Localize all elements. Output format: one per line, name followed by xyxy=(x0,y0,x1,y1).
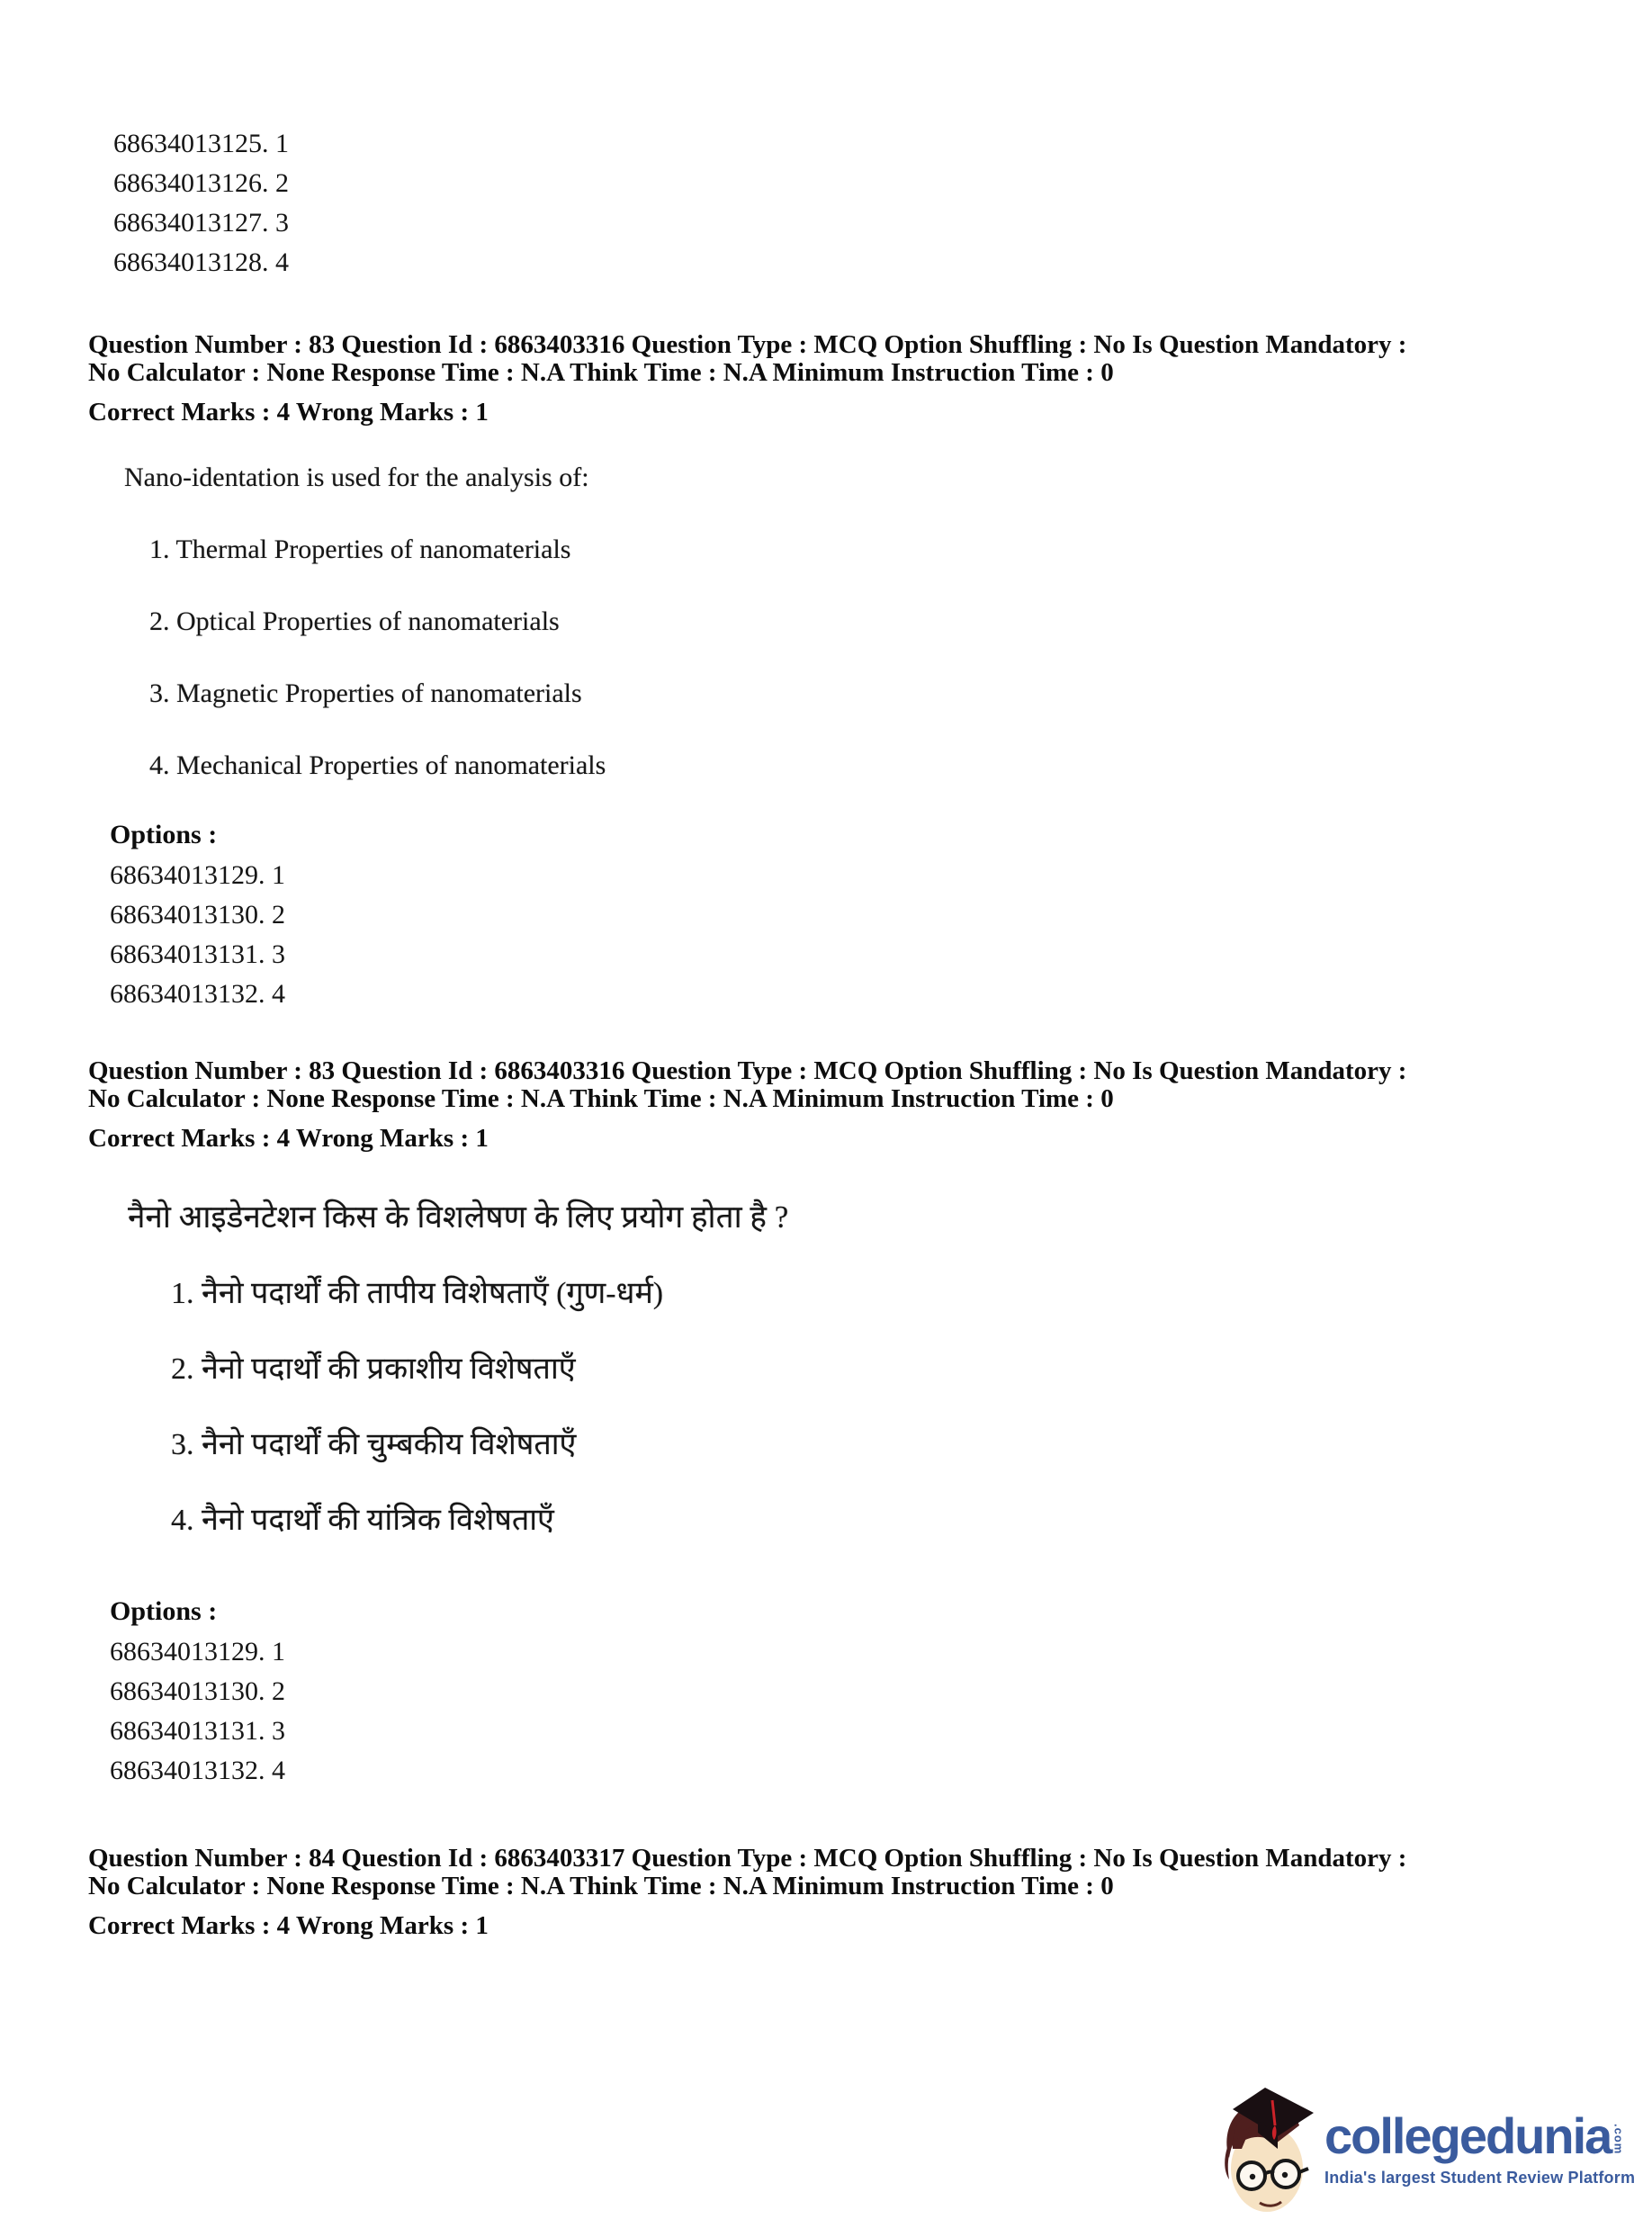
option-id-line: 68634013127. 3 xyxy=(113,208,289,238)
question-option: 2. नैनो पदार्थों की प्रकाशीय विशेषताएँ xyxy=(171,1352,576,1386)
question-marks-line: Correct Marks : 4 Wrong Marks : 1 xyxy=(88,1124,489,1153)
option-id-line: 68634013130. 2 xyxy=(110,1676,285,1706)
option-id-line: 68634013129. 1 xyxy=(110,1637,285,1667)
option-id-line: 68634013131. 3 xyxy=(110,939,285,969)
question-option: 4. नैनो पदार्थों की यांत्रिक विशेषताएँ xyxy=(171,1504,554,1537)
question-option: 2. Optical Properties of nanomaterials xyxy=(149,606,560,636)
collegedunia-mascot-icon xyxy=(1222,2086,1315,2225)
previous-question-option-ids xyxy=(113,124,1598,283)
question-83-en-metadata xyxy=(88,331,1600,427)
option-id-line: 68634013126. 2 xyxy=(113,168,289,198)
options-label: Options : xyxy=(110,1596,218,1626)
question-option: 1. नैनो पदार्थों की तापीय विशेषताएँ (गुण-धर्म) xyxy=(171,1277,664,1310)
collegedunia-tagline: India's largest Student Review Platform xyxy=(1324,2169,1636,2187)
question-83-hi-body xyxy=(88,1198,1598,1540)
option-id-line: 68634013132. 4 xyxy=(110,1756,285,1785)
collegedunia-logo-text xyxy=(1324,2107,1636,2188)
question-marks-line: Correct Marks : 4 Wrong Marks : 1 xyxy=(88,398,489,427)
question-text: Nano-identation is used for the analysis of: xyxy=(124,463,589,492)
collegedunia-tld-text: .com xyxy=(1612,2124,1626,2155)
option-id-line: 68634013129. 1 xyxy=(110,860,285,890)
question-83-hi-option-ids xyxy=(110,1597,1598,1791)
question-meta-line-2: No Calculator : None Response Time : N.A Think Time : N.A Minimum Instruction Time : 0 xyxy=(88,358,1114,387)
question-marks-line: Correct Marks : 4 Wrong Marks : 1 xyxy=(88,1911,489,1940)
question-meta-line-1: Question Number : 83 Question Id : 6863403316 Question Type : MCQ Option Shuffling : No Is Question Mandatory : xyxy=(88,1056,1407,1085)
option-id-line: 68634013132. 4 xyxy=(110,979,285,1009)
option-id-line: 68634013125. 1 xyxy=(113,129,289,158)
options-label: Options : xyxy=(110,820,218,849)
question-option: 3. Magnetic Properties of nanomaterials xyxy=(149,678,582,708)
collegedunia-brand-text: collegedunia xyxy=(1324,2107,1612,2164)
question-83-en-option-ids xyxy=(110,821,1598,1014)
question-option: 3. नैनो पदार्थों की चुम्बकीय विशेषताएँ xyxy=(171,1428,577,1461)
option-id-line: 68634013128. 4 xyxy=(113,247,289,277)
option-id-line: 68634013131. 3 xyxy=(110,1716,285,1746)
question-meta-line-1: Question Number : 84 Question Id : 6863403317 Question Type : MCQ Option Shuffling : No Is Question Mandatory : xyxy=(88,1844,1407,1873)
question-meta-line-2: No Calculator : None Response Time : N.A Think Time : N.A Minimum Instruction Time : 0 xyxy=(88,1084,1114,1113)
question-meta-line-1: Question Number : 83 Question Id : 6863403316 Question Type : MCQ Option Shuffling : No Is Question Mandatory : xyxy=(88,330,1407,359)
question-83-en-body xyxy=(88,463,1598,781)
question-option: 4. Mechanical Properties of nanomaterials xyxy=(149,750,606,780)
question-84-metadata xyxy=(88,1845,1600,1940)
question-meta-line-2: No Calculator : None Response Time : N.A Think Time : N.A Minimum Instruction Time : 0 xyxy=(88,1872,1114,1900)
question-83-hi-metadata xyxy=(88,1057,1600,1153)
question-option: 1. Thermal Properties of nanomaterials xyxy=(149,535,571,564)
option-id-line: 68634013130. 2 xyxy=(110,900,285,930)
question-text: नैनो आइडेनटेशन किस के विशलेषण के लिए प्रयोग होता है ? xyxy=(128,1199,789,1235)
collegedunia-logo xyxy=(1222,2086,1638,2223)
